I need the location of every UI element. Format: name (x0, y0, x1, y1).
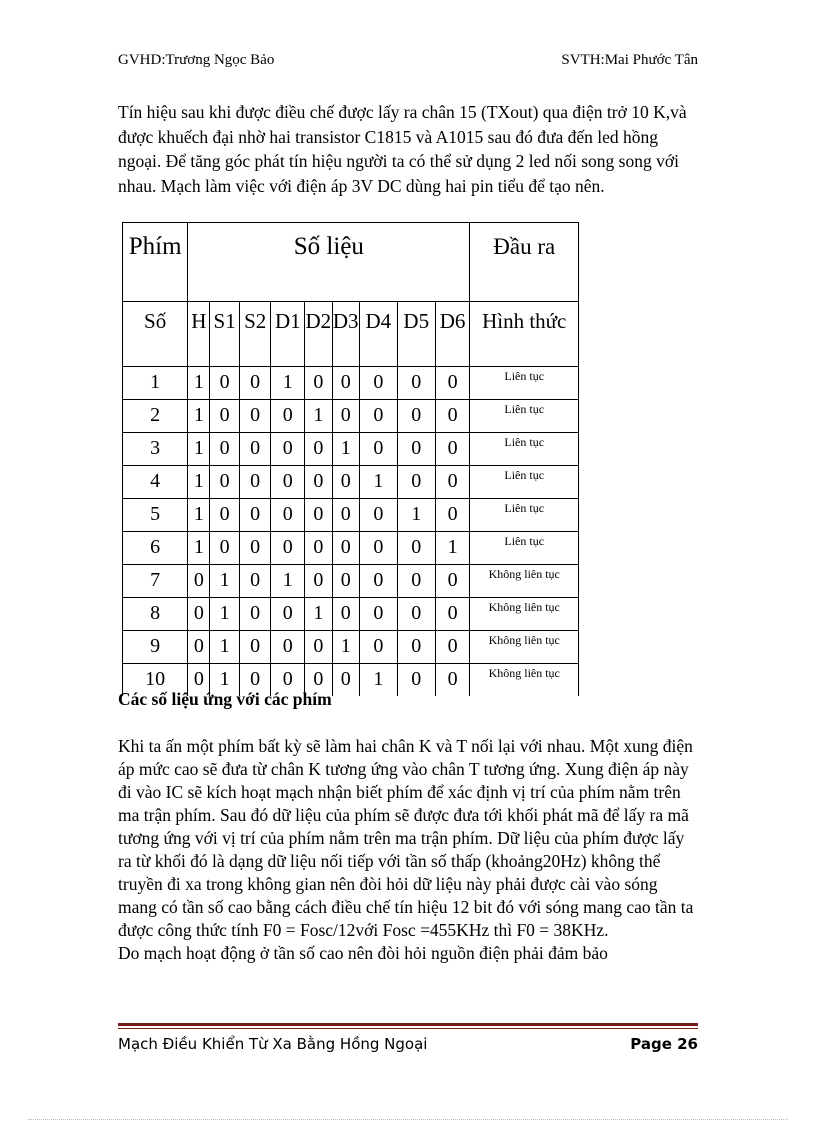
bit-cell: 1 (359, 664, 397, 697)
footer-rule (118, 1023, 698, 1026)
bit-cell: 0 (188, 565, 210, 598)
bit-cell: 0 (271, 664, 305, 697)
column-header: D1 (271, 302, 305, 367)
column-header: D5 (397, 302, 435, 367)
column-header: D3 (332, 302, 359, 367)
bit-cell: 0 (271, 631, 305, 664)
key-number-cell: 6 (123, 532, 188, 565)
table-row (123, 598, 579, 631)
output-mode-cell: Không liên tục (470, 664, 579, 697)
bit-cell: 0 (239, 400, 271, 433)
bit-cell: 0 (239, 433, 271, 466)
bit-cell: 1 (397, 499, 435, 532)
section-title: Các số liệu ứng với các phím (118, 689, 332, 709)
bit-cell: 0 (397, 400, 435, 433)
bit-cell: 0 (271, 532, 305, 565)
bit-cell: 0 (435, 400, 470, 433)
bit-cell: 0 (239, 565, 271, 598)
bit-cell: 0 (332, 598, 359, 631)
bit-cell: 0 (332, 565, 359, 598)
bit-cell: 0 (359, 499, 397, 532)
bit-cell: 0 (305, 664, 332, 697)
key-number-cell: 3 (123, 433, 188, 466)
output-mode-cell: Liên tục (470, 367, 579, 400)
output-mode-cell: Liên tục (470, 532, 579, 565)
bit-cell: 0 (188, 664, 210, 697)
bit-cell: 1 (188, 400, 210, 433)
column-header: Hình thức (470, 302, 579, 367)
table-row (123, 367, 579, 400)
bit-cell: 0 (239, 466, 271, 499)
bit-cell: 0 (210, 367, 239, 400)
bit-cell: 0 (210, 400, 239, 433)
page-number: Page 26 (630, 1035, 698, 1053)
table-row (123, 532, 579, 565)
key-number-cell: 7 (123, 565, 188, 598)
table-row (123, 631, 579, 664)
header-student: SVTH:Mai Phước Tân (561, 52, 698, 68)
footer-rule-thin (118, 1028, 698, 1029)
output-mode-cell: Liên tục (470, 499, 579, 532)
bit-cell: 0 (332, 367, 359, 400)
bit-cell: 0 (305, 631, 332, 664)
bit-cell: 1 (332, 433, 359, 466)
bit-cell: 0 (359, 565, 397, 598)
bit-cell: 0 (332, 664, 359, 697)
column-header: Số (123, 302, 188, 367)
bit-cell: 0 (359, 598, 397, 631)
bit-cell: 1 (305, 598, 332, 631)
bit-cell: 1 (359, 466, 397, 499)
bit-cell: 0 (271, 598, 305, 631)
column-header: D6 (435, 302, 470, 367)
bit-cell: 1 (271, 367, 305, 400)
bit-cell: 1 (210, 664, 239, 697)
footer-title: Mạch Điều Khiển Từ Xa Bằng Hồng Ngoại (118, 1035, 428, 1053)
bit-cell: 0 (397, 631, 435, 664)
key-number-cell: 5 (123, 499, 188, 532)
key-number-cell: 8 (123, 598, 188, 631)
key-number-cell: 1 (123, 367, 188, 400)
bit-cell: 0 (239, 499, 271, 532)
key-number-cell: 4 (123, 466, 188, 499)
table-row (123, 565, 579, 598)
paragraph-power: Do mạch hoạt động ở tần số cao nên đòi hỏi nguồn điện phải đảm bảo (118, 943, 608, 963)
bit-cell: 0 (397, 466, 435, 499)
key-number-cell: 10 (123, 664, 188, 697)
bit-cell: 0 (397, 565, 435, 598)
column-header: D2 (305, 302, 332, 367)
bit-cell: 0 (305, 532, 332, 565)
bit-cell: 0 (271, 433, 305, 466)
bit-cell: 0 (332, 400, 359, 433)
bit-cell: 0 (305, 565, 332, 598)
bit-cell: 0 (239, 664, 271, 697)
bit-cell: 0 (239, 532, 271, 565)
table-header-row-1 (123, 223, 579, 302)
bit-cell: 0 (305, 499, 332, 532)
key-number-cell: 9 (123, 631, 188, 664)
bit-cell: 0 (397, 532, 435, 565)
bit-cell: 0 (435, 466, 470, 499)
column-header: S1 (210, 302, 239, 367)
paragraph-signal: Tín hiệu sau khi được điều chế được lấy ra chân 15 (TXout) qua điện trở 10 K,và được khuếch đại nhờ hai transistor C1815 và A1015 sau đó đưa đến led hồng ngoại. Để tăng góc phát tín hiệu người ta có thể sử dụng 2 led nối song song với nhau. Mạch làm việc với điện áp 3V DC dùng hai pin tiểu để tạo nên. (118, 102, 687, 196)
bit-cell: 1 (210, 598, 239, 631)
key-number-cell: 2 (123, 400, 188, 433)
bit-cell: 0 (397, 367, 435, 400)
bit-cell: 0 (210, 499, 239, 532)
bit-cell: 1 (305, 400, 332, 433)
table-row (123, 466, 579, 499)
bit-cell: 0 (397, 433, 435, 466)
bit-cell: 1 (188, 499, 210, 532)
output-mode-cell: Liên tục (470, 400, 579, 433)
bit-cell: 0 (239, 598, 271, 631)
column-header: D4 (359, 302, 397, 367)
bit-cell: 1 (435, 532, 470, 565)
bit-cell: 1 (188, 532, 210, 565)
bit-cell: 0 (435, 631, 470, 664)
bit-cell: 0 (210, 433, 239, 466)
bit-cell: 0 (210, 466, 239, 499)
table-header-row-2 (123, 302, 579, 367)
table-row (123, 499, 579, 532)
output-mode-cell: Liên tục (470, 433, 579, 466)
bit-cell: 0 (397, 664, 435, 697)
output-mode-cell: Không liên tục (470, 598, 579, 631)
bit-cell: 0 (397, 598, 435, 631)
bit-cell: 0 (239, 367, 271, 400)
bit-cell: 0 (359, 433, 397, 466)
bit-cell: 1 (188, 466, 210, 499)
bit-cell: 0 (188, 598, 210, 631)
bit-cell: 0 (188, 631, 210, 664)
bit-cell: 0 (239, 631, 271, 664)
header-data: Số liệu (188, 223, 470, 302)
bit-cell: 0 (305, 433, 332, 466)
header-key: Phím (123, 223, 188, 302)
bit-cell: 0 (332, 532, 359, 565)
header-output: Đầu ra (470, 223, 579, 302)
bit-cell: 1 (188, 367, 210, 400)
table-row (123, 433, 579, 466)
bit-cell: 0 (332, 466, 359, 499)
bit-cell: 0 (271, 499, 305, 532)
bit-cell: 1 (210, 631, 239, 664)
bit-cell: 0 (435, 565, 470, 598)
page-bottom-border (28, 1119, 788, 1120)
bit-cell: 1 (271, 565, 305, 598)
column-header: H (188, 302, 210, 367)
table-row (123, 400, 579, 433)
bit-cell: 1 (188, 433, 210, 466)
header-instructor: GVHD:Trương Ngọc Bảo (118, 52, 275, 68)
column-header: S2 (239, 302, 271, 367)
bit-cell: 1 (210, 565, 239, 598)
output-mode-cell: Liên tục (470, 466, 579, 499)
body-text (118, 735, 700, 965)
bit-cell: 0 (271, 400, 305, 433)
bit-cell: 0 (359, 400, 397, 433)
bit-cell: 0 (305, 367, 332, 400)
bit-cell: 0 (435, 664, 470, 697)
bit-cell: 0 (359, 631, 397, 664)
bit-cell: 0 (359, 532, 397, 565)
bit-cell: 0 (435, 499, 470, 532)
bit-cell: 0 (210, 532, 239, 565)
bit-cell: 0 (435, 367, 470, 400)
bit-cell: 0 (332, 499, 359, 532)
bit-cell: 0 (435, 598, 470, 631)
bit-cell: 1 (332, 631, 359, 664)
bit-cell: 0 (271, 466, 305, 499)
key-data-table (122, 222, 579, 696)
output-mode-cell: Không liên tục (470, 631, 579, 664)
bit-cell: 0 (305, 466, 332, 499)
bit-cell: 0 (359, 367, 397, 400)
paragraph-keypress: Khi ta ấn một phím bất kỳ sẽ làm hai chân K và T nối lại với nhau. Một xung điện áp mức cao sẽ đưa từ chân K tương ứng vào chân T tương ứng. Xung điện áp này đi vào IC sẽ kích hoạt mạch nhận biết phím để xác định vị trí của phím nằm trên ma trận phím. Sau đó dữ liệu của phím sẽ được đưa tới khối phát mã để lấy ra mã tương ứng với vị trí của phím nằm trên ma trận phím. Dữ liệu của phím được lấy ra từ khối đó là dạng dữ liệu nối tiếp với tần số thấp (khoảng20Hz) không thể truyền đi xa trong không gian nên đòi hỏi dữ liệu này phải được cài vào sóng mang có tần số cao bằng cách điều chế tín hiệu 12 bit đó với sóng mang cao tần ta được công thức tính F0 = Fosc/12với Fosc =455KHz thì F0 = 38KHz. (118, 736, 694, 940)
bit-cell: 0 (435, 433, 470, 466)
output-mode-cell: Không liên tục (470, 565, 579, 598)
